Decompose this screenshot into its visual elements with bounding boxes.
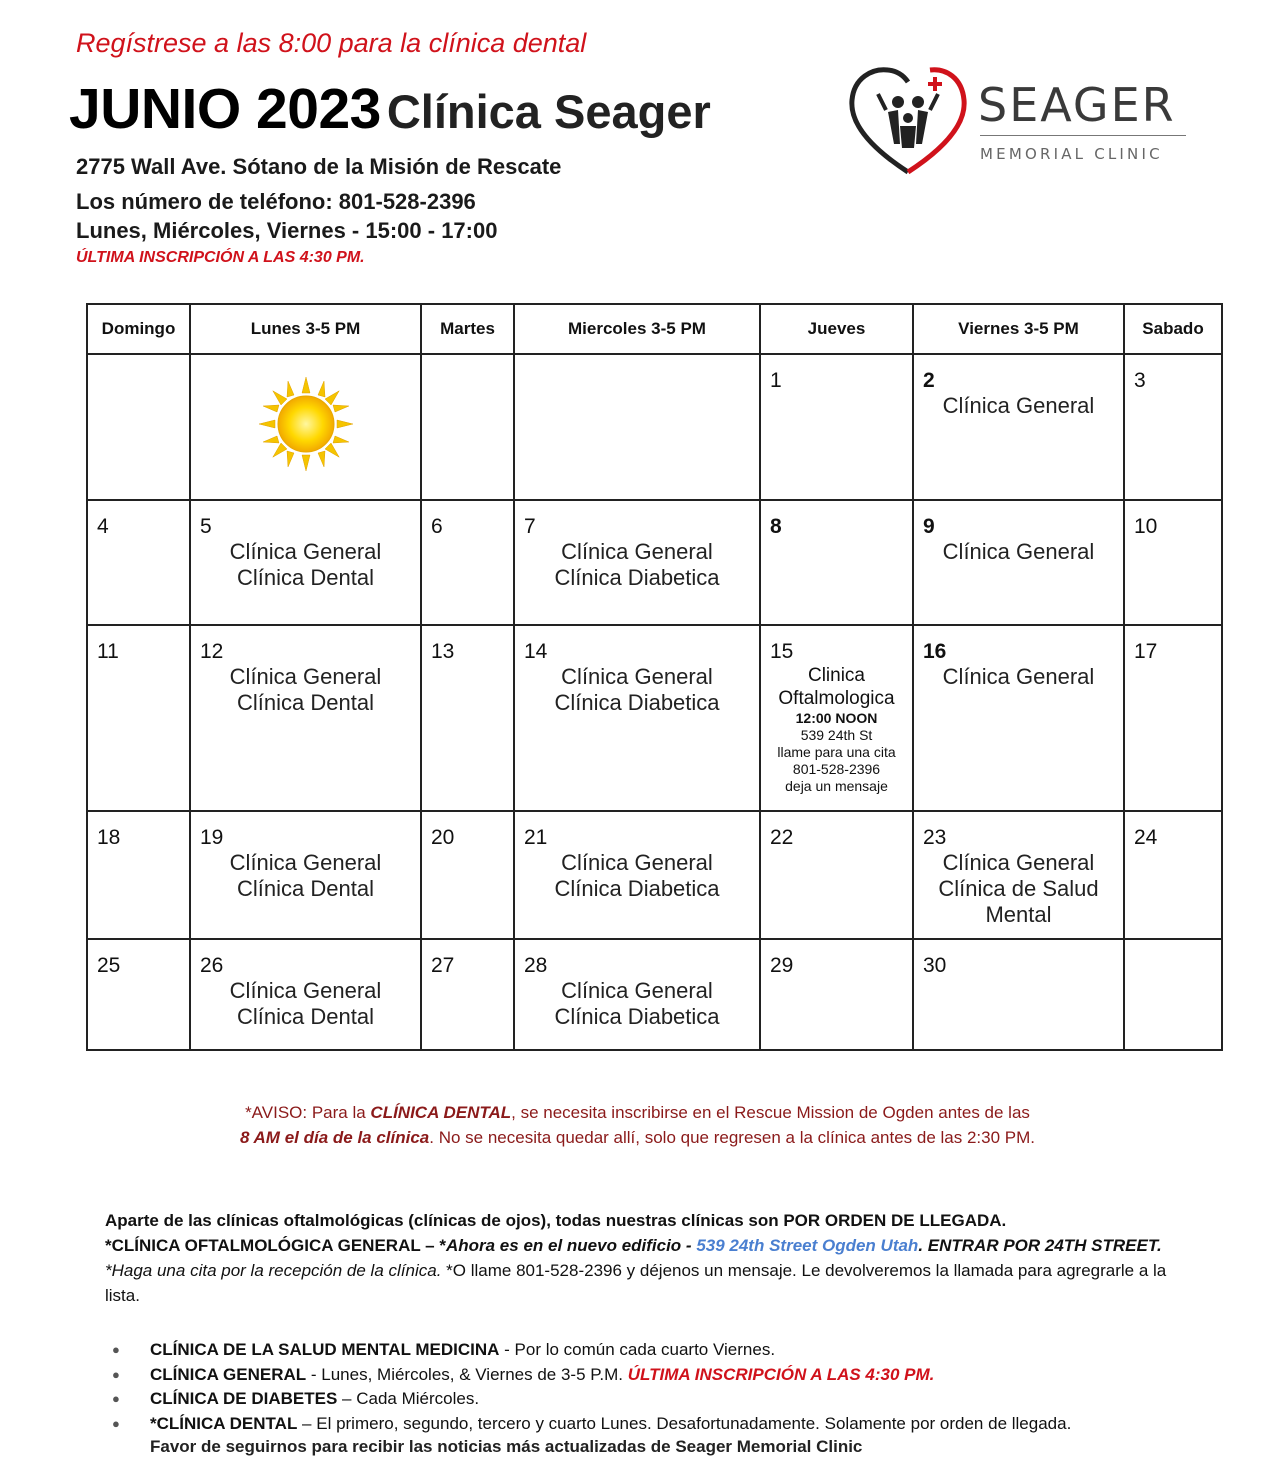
event-item: Clínica Diabetica xyxy=(554,1004,720,1029)
event-item: Clínica de Salud xyxy=(938,876,1099,901)
event-item: Clínica General xyxy=(561,539,713,564)
clinic-name: Clínica Seager xyxy=(386,85,711,138)
day-cell xyxy=(190,625,421,811)
event-list xyxy=(914,393,1123,419)
bullet-label: CLÍNICA GENERAL xyxy=(150,1364,307,1384)
day-cell-empty xyxy=(190,354,421,500)
day-cell xyxy=(421,939,514,1050)
info-line1: Aparte de las clínicas oftalmológicas (clínicas de ojos), todas nuestras clínicas son xyxy=(105,1211,784,1230)
day-cell xyxy=(190,939,421,1050)
eye-clinic-new-building: Ahora es en el nuevo edificio - xyxy=(445,1236,697,1255)
list-item xyxy=(110,1363,1210,1388)
day-cell xyxy=(1124,354,1222,500)
day-cell-empty xyxy=(421,354,514,500)
day-number: 6 xyxy=(431,515,443,538)
event-item: Clínica Dental xyxy=(237,876,374,901)
day-cell-eye-clinic xyxy=(760,625,913,811)
day-cell xyxy=(913,811,1124,939)
logo-subtitle: MEMORIAL CLINIC xyxy=(980,145,1163,163)
bullet-label: CLÍNICA DE LA SALUD MENTAL MEDICINA xyxy=(150,1340,500,1359)
event-item: Clínica General xyxy=(942,393,1095,418)
register-note: Regístrese a las 8:00 para la clínica dental xyxy=(76,28,587,58)
event-item: Clínica Dental xyxy=(237,565,374,590)
notice-time: 8 AM el día de la clínica xyxy=(239,1128,430,1147)
day-number: 25 xyxy=(97,954,121,977)
event-item: Clínica General xyxy=(229,850,382,875)
event-item: Clínica Dental xyxy=(237,690,374,715)
calendar-week-2 xyxy=(87,500,1222,625)
day-number: 24 xyxy=(1134,826,1158,849)
bullet-text: - Lunes, Miércoles, & Viernes de 3-5 P.M. xyxy=(306,1364,628,1384)
calendar-week-4 xyxy=(87,811,1222,939)
day-number: 22 xyxy=(770,826,794,849)
event-item: Clínica General xyxy=(229,978,382,1003)
day-cell xyxy=(87,500,190,625)
day-cell xyxy=(913,625,1124,811)
logo-name: SEAGER xyxy=(978,78,1176,132)
clinic-logo xyxy=(848,64,1193,179)
day-cell xyxy=(87,625,190,811)
day-cell-empty xyxy=(1124,939,1222,1050)
eye-clinic-call-note: *O llame 801-528-2396 y déjenos un mensaje. Le devolveremos la llamada para agregrarle a la lista. xyxy=(105,1261,1167,1305)
day-cell xyxy=(514,500,760,625)
notice-suffix: . No se necesita quedar allí, solo que regresen a la clínica antes de las 2:30 PM. xyxy=(429,1128,1036,1147)
day-number: 7 xyxy=(524,515,536,538)
day-cell xyxy=(1124,811,1222,939)
day-cell xyxy=(760,354,913,500)
clinic-schedule-list xyxy=(110,1338,1210,1436)
notice-dental-label: CLÍNICA DENTAL xyxy=(370,1103,512,1122)
day-cell xyxy=(913,354,1124,500)
bullet-label: *CLÍNICA DENTAL xyxy=(150,1413,298,1433)
bullet-text: - Por lo común cada cuarto Viernes. xyxy=(499,1340,776,1359)
dental-notice xyxy=(100,1100,1175,1150)
day-number: 21 xyxy=(524,826,548,849)
day-cell xyxy=(421,811,514,939)
bullet-text: – Cada Miércoles. xyxy=(337,1389,480,1408)
eye-clinic-address-link: 539 24th Street Ogden Utah xyxy=(696,1236,919,1255)
day-cell-empty xyxy=(87,354,190,500)
eye-clinic-enter: . ENTRAR POR 24TH STREET. xyxy=(918,1236,1162,1255)
day-cell-empty xyxy=(514,354,760,500)
event-item: Clínica Diabetica xyxy=(554,565,720,590)
header-monday: Lunes 3-5 PM xyxy=(190,304,421,354)
heart-family-cross-icon xyxy=(848,64,968,179)
bullet-label: CLÍNICA DE DIABETES xyxy=(150,1389,338,1408)
header-saturday: Sabado xyxy=(1124,304,1222,354)
day-number: 29 xyxy=(770,954,794,977)
event-list xyxy=(191,664,420,716)
day-number: 8 xyxy=(770,515,782,538)
day-cell xyxy=(1124,625,1222,811)
event-list xyxy=(914,664,1123,690)
day-number: 28 xyxy=(524,954,548,977)
day-number: 26 xyxy=(200,954,224,977)
day-number: 14 xyxy=(524,640,548,663)
day-number: 1 xyxy=(770,369,782,392)
event-list xyxy=(191,978,420,1030)
event-list xyxy=(515,539,759,591)
event-list xyxy=(515,978,759,1030)
day-cell xyxy=(514,625,760,811)
calendar-week-1 xyxy=(87,354,1222,500)
day-number: 3 xyxy=(1134,369,1146,392)
eye-clinic-dash: – * xyxy=(420,1236,446,1255)
day-cell xyxy=(1124,500,1222,625)
day-number: 2 xyxy=(923,369,935,392)
event-item: Clínica General xyxy=(942,850,1095,875)
day-cell xyxy=(760,939,913,1050)
eye-clinic-phone: 801-528-2396 xyxy=(792,761,881,777)
event-item: Clínica General xyxy=(561,664,713,689)
day-cell xyxy=(190,500,421,625)
calendar-header-row xyxy=(87,304,1222,354)
day-number: 16 xyxy=(923,640,947,663)
day-number: 13 xyxy=(431,640,455,663)
day-cell xyxy=(190,811,421,939)
event-list xyxy=(914,539,1123,565)
day-number: 11 xyxy=(97,640,119,663)
event-item: Clínica General xyxy=(942,539,1095,564)
sun-icon xyxy=(257,375,355,473)
header-friday: Viernes 3-5 PM xyxy=(913,304,1124,354)
event-item: Clínica Dental xyxy=(237,1004,374,1029)
eye-clinic-message: deja un mensaje xyxy=(785,778,888,794)
notice-prefix: *AVISO: Para la xyxy=(245,1103,371,1122)
day-number: 23 xyxy=(923,826,947,849)
day-number: 5 xyxy=(200,515,212,538)
day-cell xyxy=(421,500,514,625)
day-number: 12 xyxy=(200,640,224,663)
day-cell xyxy=(514,811,760,939)
header-tuesday: Martes xyxy=(421,304,514,354)
event-item: Mental xyxy=(985,902,1052,927)
event-item: Clínica Diabetica xyxy=(554,876,720,901)
day-cell xyxy=(87,811,190,939)
eye-clinic-title: Clinica xyxy=(807,665,866,686)
calendar-week-3 xyxy=(87,625,1222,811)
event-item: Clínica Diabetica xyxy=(554,690,720,715)
calendar-week-5 xyxy=(87,939,1222,1050)
day-number: 10 xyxy=(1134,515,1158,538)
info-block xyxy=(105,1208,1205,1308)
list-item xyxy=(110,1387,1210,1412)
eye-clinic-label: *CLÍNICA OFTALMOLÓGICA GENERAL xyxy=(105,1236,421,1255)
day-number: 15 xyxy=(770,640,794,663)
event-item: Clínica General xyxy=(942,664,1095,689)
june-calendar xyxy=(86,303,1223,1051)
header-thursday: Jueves xyxy=(760,304,913,354)
list-item xyxy=(110,1412,1210,1437)
eye-clinic-address: 539 24th St xyxy=(800,727,873,743)
day-cell xyxy=(421,625,514,811)
day-number: 9 xyxy=(923,515,935,538)
day-cell xyxy=(913,500,1124,625)
phone-line: Los número de teléfono: 801-528-2396 xyxy=(76,189,476,214)
page-title xyxy=(69,76,711,142)
event-list xyxy=(515,850,759,902)
event-list xyxy=(515,664,759,716)
event-item: Clínica General xyxy=(229,539,382,564)
follow-us-note: Favor de seguirnos para recibir las noticias más actualizadas de Seager Memorial Clinic xyxy=(150,1437,863,1456)
eye-clinic-call: llame para una cita xyxy=(777,744,896,760)
day-number: 18 xyxy=(97,826,121,849)
bullet-text: – El primero, segundo, tercero y cuarto Lunes. Desafortunadamente. Solamente por orden de llegada. xyxy=(297,1413,1072,1433)
day-cell xyxy=(87,939,190,1050)
logo-divider xyxy=(980,135,1186,136)
event-list xyxy=(914,850,1123,928)
day-cell xyxy=(760,811,913,939)
day-cell xyxy=(760,500,913,625)
event-list xyxy=(191,850,420,902)
last-registration-note: ÚLTIMA INSCRIPCIÓN A LAS 4:30 PM. xyxy=(76,249,365,266)
header-wednesday: Miercoles 3-5 PM xyxy=(514,304,760,354)
month-title: JUNIO 2023 xyxy=(69,77,381,141)
day-cell xyxy=(913,939,1124,1050)
day-number: 4 xyxy=(97,515,109,538)
day-number: 19 xyxy=(200,826,224,849)
notice-mid: , se necesita inscribirse en el Rescue Mission de Ogden antes de las xyxy=(511,1103,1030,1122)
event-item: Clínica General xyxy=(561,850,713,875)
day-cell xyxy=(514,939,760,1050)
eye-clinic-time: 12:00 NOON xyxy=(795,710,878,726)
day-number: 27 xyxy=(431,954,455,977)
info-line1-order: POR ORDEN DE LLEGADA. xyxy=(783,1211,1007,1230)
address-line: 2775 Wall Ave. Sótano de la Misión de Rescate xyxy=(76,154,562,179)
day-number: 20 xyxy=(431,826,455,849)
list-item xyxy=(110,1338,1210,1363)
day-number: 30 xyxy=(923,954,947,977)
bullet-last-registration: ÚLTIMA INSCRIPCIÓN A LAS 4:30 PM. xyxy=(627,1364,935,1384)
event-item: Clínica General xyxy=(229,664,382,689)
event-list xyxy=(191,539,420,591)
day-number: 17 xyxy=(1134,640,1158,663)
eye-clinic-title-2: Oftalmologica xyxy=(778,688,895,709)
eye-clinic-appointment: *Haga una cita por la recepción de la clínica. xyxy=(105,1261,442,1280)
header-sunday: Domingo xyxy=(87,304,190,354)
event-item: Clínica General xyxy=(561,978,713,1003)
hours-line: Lunes, Miércoles, Viernes - 15:00 - 17:00 xyxy=(76,218,498,243)
